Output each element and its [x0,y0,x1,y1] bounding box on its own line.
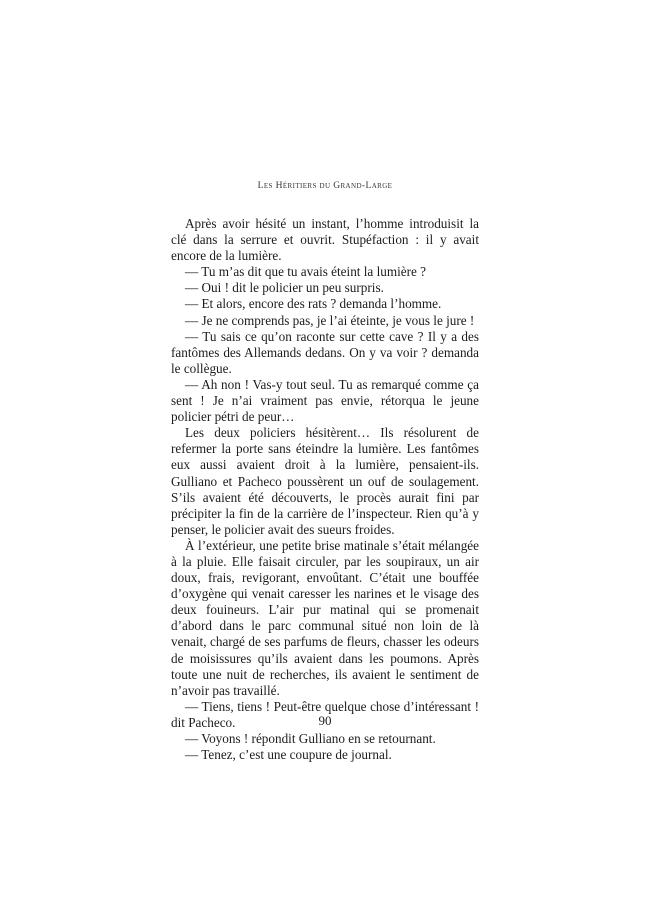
paragraph: Les deux policiers hésitèrent… Ils résolurent de refermer la porte sans éteindre la lumière. Les fantômes eux aussi avaient droit à la lumière, pensaient-ils. Gulliano et Pacheco poussèrent un ouf de soulagement. S’ils avaient été découverts, le procès aurait fini par précipiter la fin de la carrière de l’inspecteur. Rien qu’à y penser, le policier avait des sueurs froides. [171,425,479,537]
body-text [171,216,479,763]
paragraph: — Tu m’as dit que tu avais éteint la lumière ? [185,264,426,280]
running-head: Les Héritiers du Grand-Large [257,181,393,191]
paragraph: — Tenez, c’est une coupure de journal. [185,747,392,763]
paragraph: — Tiens, tiens ! Peut-être quelque chose d’intéressant ! dit Pacheco. [171,698,479,730]
paragraph: — Ah non ! Vas-y tout seul. Tu as remarqué comme ça sent ! Je n’ai vraiment pas envie, rétorqua le jeune policier pétri de peur… [171,376,479,425]
paragraph: — Voyons ! répondit Gulliano en se retournant. [185,731,436,746]
page-number: 90 [318,713,332,728]
paragraph: — Je ne comprends pas, je l’ai éteinte, je vous le jure ! [185,312,475,328]
paragraph: Après avoir hésité un instant, l’homme introduisit la clé dans la serrure et ouvrit. Stupéfaction : il y avait encore de la lumière. [171,216,479,264]
paragraph: À l’extérieur, une petite brise matinale s’était mélangée à la pluie. Elle faisait circuler, par les soupiraux, un air doux, frais, revigorant, envoûtant. C’était une bouffée d’oxygène qui venait caresser les narines et le visage des deux fouineurs. L’air pur matinal qui se promenait d’abord dans le parc communal situé non loin de là venait, chargé de ses parfums de fleurs, chasser les odeurs de moisissures qu’ils avaient dans les poumons. Après toute une nuit de recherches, ils avaient le sentiment de n’avoir pas travaillé. [171,537,479,698]
paragraph: — Oui ! dit le policier un peu surpris. [185,280,384,296]
paragraph: — Et alors, encore des rats ? demanda l’homme. [185,296,442,312]
paragraph: — Tu sais ce qu’on raconte sur cette cave ? Il y a des fantômes des Allemands dedans. On y va voir ? demanda le collègue. [171,328,479,376]
